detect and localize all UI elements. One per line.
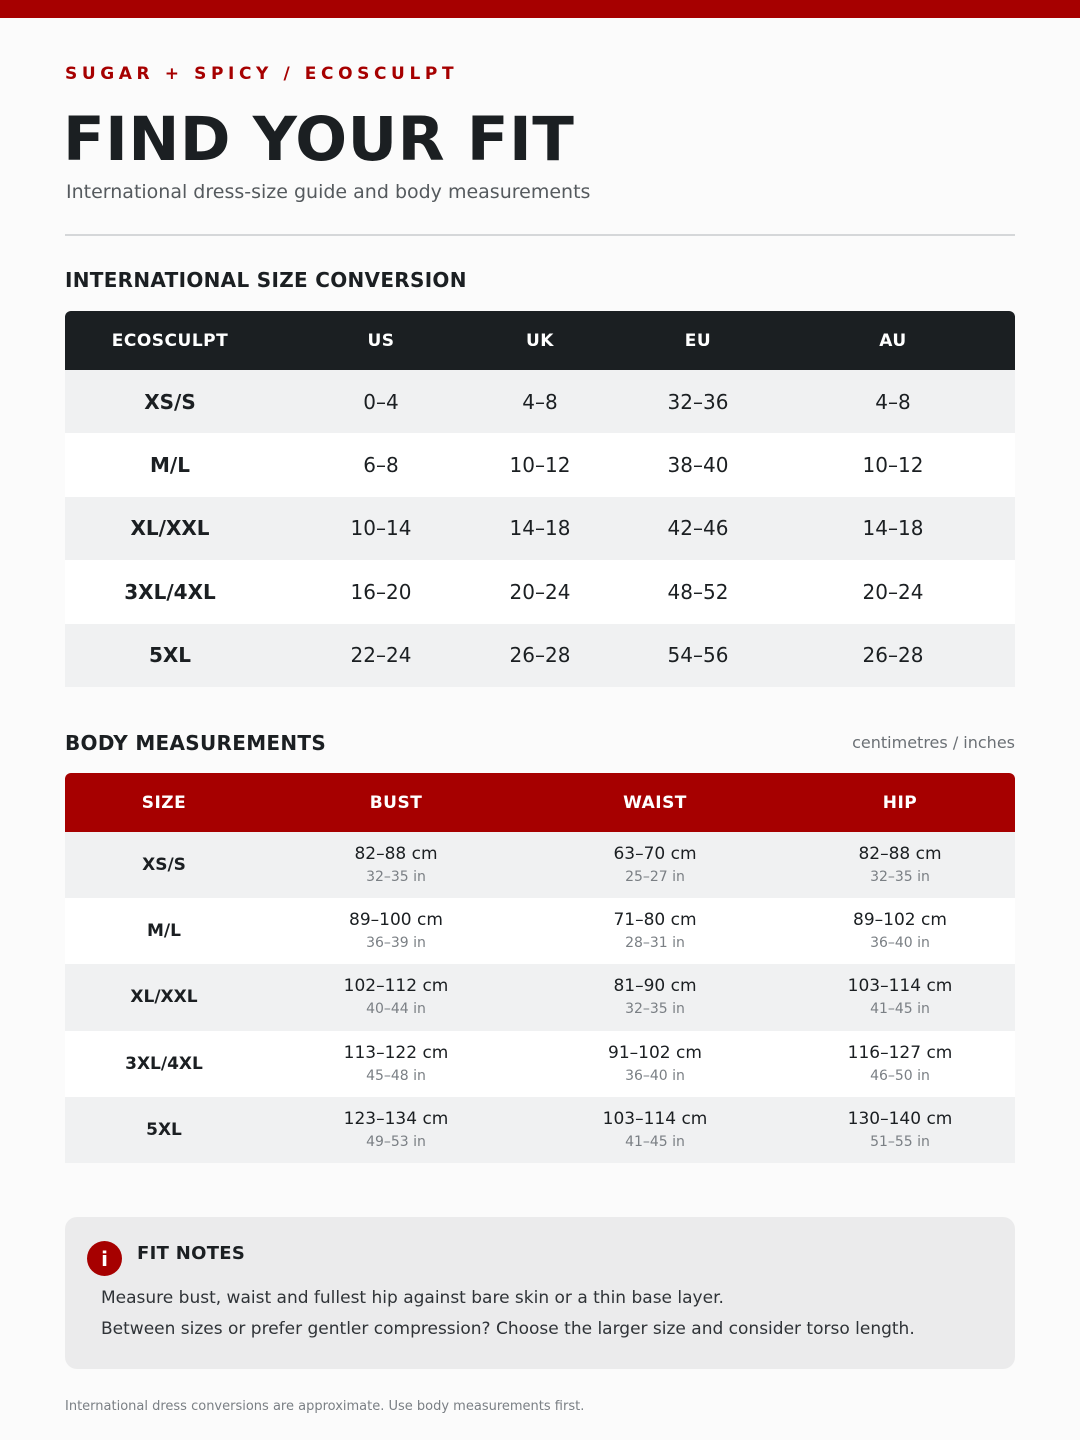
- table-row: [65, 433, 1015, 496]
- waist-cell: [555, 898, 755, 964]
- hip-in: 41–45 in: [870, 1001, 930, 1018]
- column-header: SIZE: [141, 792, 187, 813]
- au-cell: 14–18: [862, 516, 924, 541]
- table-row: [65, 497, 1015, 560]
- conversion-table: [65, 311, 1015, 687]
- uk-cell: 10–12: [509, 453, 571, 478]
- waist-in: 36–40 in: [625, 1067, 685, 1084]
- column-header: BUST: [369, 792, 423, 813]
- eu-cell: 54–56: [667, 643, 729, 668]
- measurements-table: [65, 773, 1015, 1163]
- bust-cell: [296, 964, 496, 1030]
- column-header: WAIST: [623, 792, 687, 813]
- column-header: HIP: [882, 792, 918, 813]
- measurements-table-body: [65, 832, 1015, 1163]
- eu-cell: 48–52: [667, 579, 729, 604]
- bust-in: 36–39 in: [366, 935, 426, 952]
- waist-cm: 71–80 cm: [613, 910, 697, 931]
- hip-cm: 116–127 cm: [847, 1042, 953, 1063]
- measurements-section-title: BODY MEASUREMENTS: [65, 731, 327, 755]
- table-row: [65, 964, 1015, 1030]
- fit-note-line: Between sizes or prefer gentler compression? Choose the larger size and consider torso length.: [101, 1319, 915, 1339]
- bust-cell: [296, 832, 496, 898]
- table-row: [65, 1097, 1015, 1163]
- column-header: US: [367, 330, 395, 351]
- conversion-table-header: [65, 311, 1015, 370]
- waist-cm: 63–70 cm: [613, 844, 697, 865]
- uk-cell: 14–18: [509, 516, 571, 541]
- hip-cell: [800, 832, 1000, 898]
- waist-in: 28–31 in: [625, 935, 685, 952]
- hip-cell: [800, 898, 1000, 964]
- hip-cell: [800, 1097, 1000, 1163]
- table-row: [65, 624, 1015, 687]
- table-row: [65, 832, 1015, 898]
- hip-cm: 130–140 cm: [847, 1108, 953, 1129]
- page-subtitle: International dress-size guide and body measurements: [66, 181, 591, 203]
- divider: [65, 234, 1015, 236]
- top-accent-bar: [0, 0, 1080, 18]
- au-cell: 4–8: [875, 389, 911, 414]
- bust-cell: [296, 1031, 496, 1097]
- size-cell: XS/S: [144, 389, 196, 414]
- waist-cell: [555, 1097, 755, 1163]
- hip-cm: 103–114 cm: [847, 976, 953, 997]
- hip-cm: 82–88 cm: [858, 844, 942, 865]
- hip-in: 36–40 in: [870, 935, 930, 952]
- au-cell: 20–24: [862, 579, 924, 604]
- eu-cell: 32–36: [667, 389, 729, 414]
- fit-note-line: Measure bust, waist and fullest hip against bare skin or a thin base layer.: [101, 1288, 724, 1308]
- table-row: [65, 560, 1015, 623]
- bust-cm: 82–88 cm: [354, 844, 438, 865]
- waist-in: 41–45 in: [625, 1133, 685, 1150]
- hip-cell: [800, 1031, 1000, 1097]
- fit-notes-title: FIT NOTES: [137, 1243, 246, 1264]
- size-cell: 5XL: [146, 1119, 182, 1140]
- page-title: FIND YOUR FIT: [63, 104, 575, 175]
- hip-in: 32–35 in: [870, 869, 930, 886]
- column-header: AU: [879, 330, 907, 351]
- column-header: UK: [526, 330, 554, 351]
- column-header: EU: [684, 330, 712, 351]
- bust-cm: 102–112 cm: [343, 976, 449, 997]
- bust-in: 49–53 in: [366, 1133, 426, 1150]
- table-row: [65, 370, 1015, 433]
- bust-cell: [296, 1097, 496, 1163]
- bust-cm: 113–122 cm: [343, 1042, 449, 1063]
- size-cell: XS/S: [142, 855, 186, 876]
- au-cell: 10–12: [862, 453, 924, 478]
- size-cell: 5XL: [148, 643, 192, 668]
- bust-in: 40–44 in: [366, 1001, 426, 1018]
- waist-in: 32–35 in: [625, 1001, 685, 1018]
- size-cell: XL/XXL: [130, 987, 198, 1008]
- waist-cell: [555, 964, 755, 1030]
- footer-disclaimer: International dress conversions are approximate. Use body measurements first.: [65, 1399, 585, 1414]
- brand-eyebrow: SUGAR + SPICY / ECOSCULPT: [65, 64, 459, 84]
- us-cell: 16–20: [350, 579, 412, 604]
- bust-cell: [296, 898, 496, 964]
- us-cell: 10–14: [350, 516, 412, 541]
- table-row: [65, 898, 1015, 964]
- eu-cell: 38–40: [667, 453, 729, 478]
- waist-cm: 91–102 cm: [608, 1042, 702, 1063]
- size-cell: XL/XXL: [130, 516, 210, 541]
- size-cell: 3XL/4XL: [124, 579, 216, 604]
- waist-in: 25–27 in: [625, 869, 685, 886]
- hip-in: 46–50 in: [870, 1067, 930, 1084]
- hip-cell: [800, 964, 1000, 1030]
- uk-cell: 20–24: [509, 579, 571, 604]
- eu-cell: 42–46: [667, 516, 729, 541]
- size-cell: M/L: [150, 453, 190, 478]
- bust-in: 45–48 in: [366, 1067, 426, 1084]
- conversion-table-body: [65, 370, 1015, 687]
- waist-cell: [555, 1031, 755, 1097]
- size-cell: 3XL/4XL: [125, 1053, 203, 1074]
- size-cell: M/L: [147, 921, 181, 942]
- waist-cm: 81–90 cm: [613, 976, 697, 997]
- conversion-section-title: INTERNATIONAL SIZE CONVERSION: [65, 268, 467, 292]
- hip-in: 51–55 in: [870, 1133, 930, 1150]
- hip-cm: 89–102 cm: [853, 910, 947, 931]
- bust-cm: 89–100 cm: [349, 910, 443, 931]
- info-icon: i: [87, 1241, 122, 1276]
- units-note: centimetres / inches: [852, 733, 1015, 752]
- column-header: ECOSCULPT: [111, 330, 229, 351]
- au-cell: 26–28: [862, 643, 924, 668]
- us-cell: 6–8: [363, 453, 399, 478]
- table-row: [65, 1031, 1015, 1097]
- waist-cm: 103–114 cm: [602, 1108, 708, 1129]
- fit-notes-card: [65, 1217, 1015, 1369]
- bust-in: 32–35 in: [366, 869, 426, 886]
- waist-cell: [555, 832, 755, 898]
- us-cell: 0–4: [363, 389, 399, 414]
- uk-cell: 26–28: [509, 643, 571, 668]
- uk-cell: 4–8: [522, 389, 558, 414]
- measurements-table-header: [65, 773, 1015, 832]
- us-cell: 22–24: [350, 643, 412, 668]
- bust-cm: 123–134 cm: [343, 1108, 449, 1129]
